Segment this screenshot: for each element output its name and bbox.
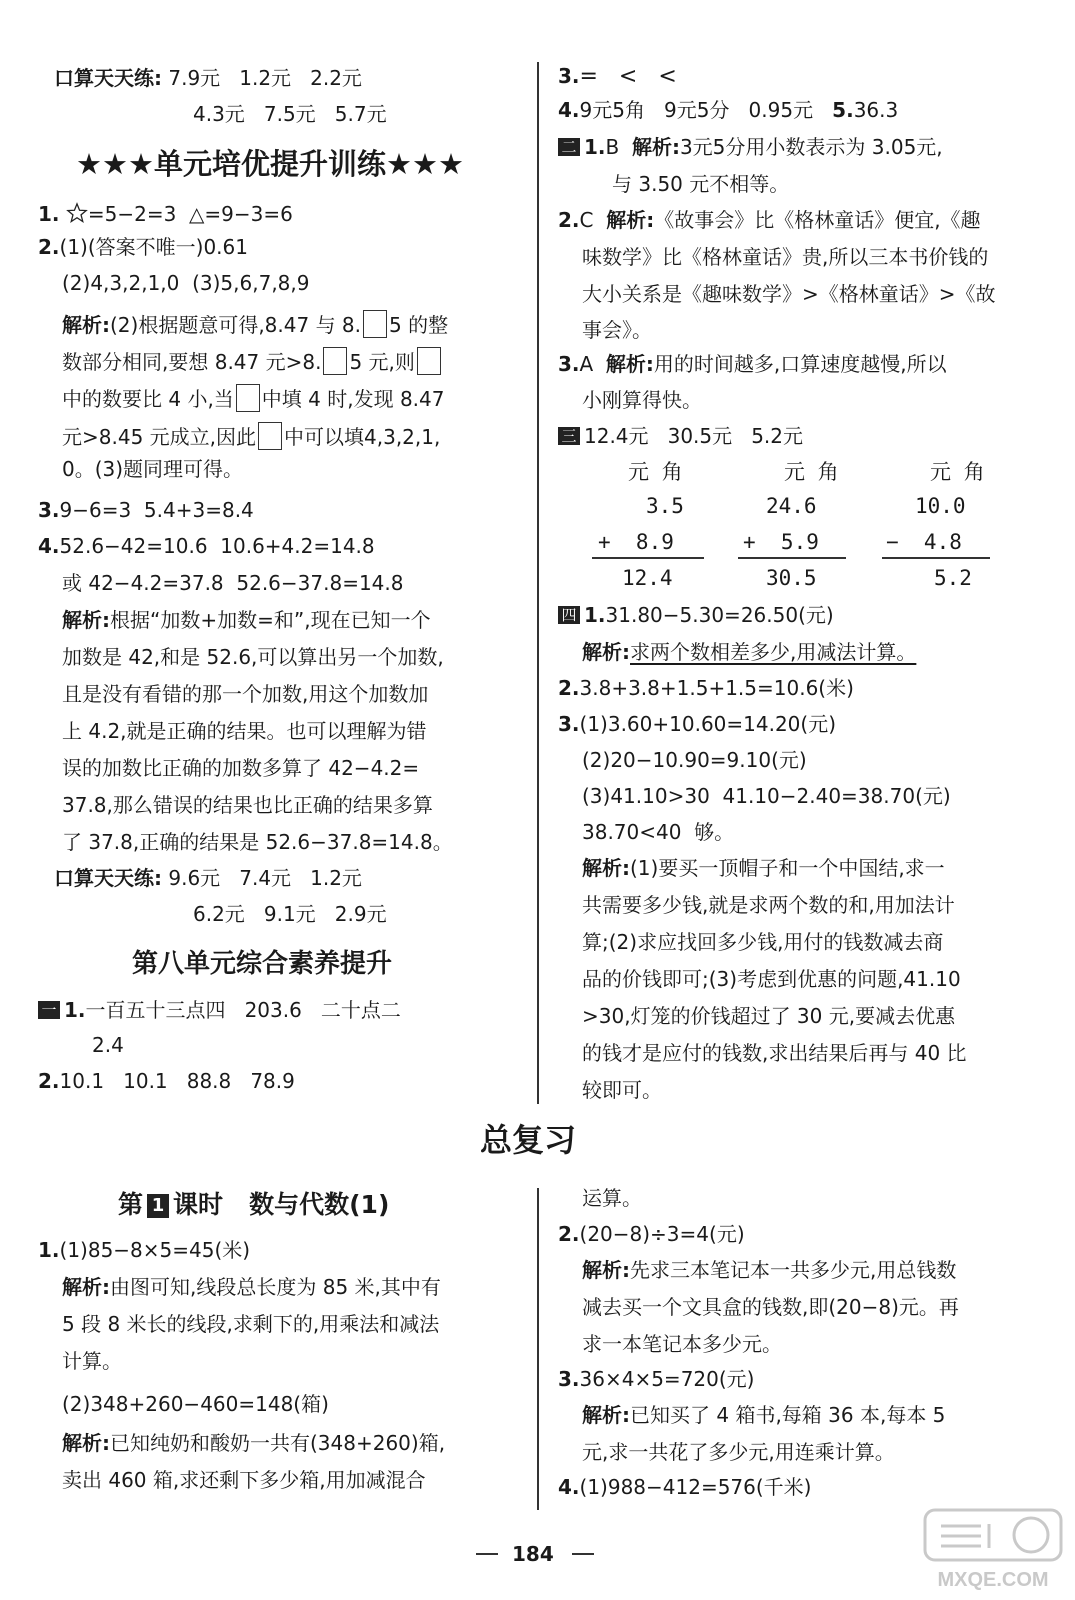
q2-explanation: 0。(3)题同理可得。: [62, 457, 244, 481]
question-number: 2.: [38, 1069, 60, 1093]
question-number: 3.: [558, 352, 580, 376]
question-number: 3.: [558, 712, 580, 736]
q4-line: 或 42−4.2=37.8 52.6−37.8=14.8: [62, 571, 404, 595]
q2-line: (2)4,3,2,1,0 (3)5,6,7,8,9: [62, 271, 310, 295]
page-number-dash: [572, 1553, 594, 1555]
rv-continuation: 运算。: [582, 1186, 642, 1210]
s4-q1-explanation: [582, 642, 916, 662]
expl-text: 数部分相同,要想 8.47 元>8.: [62, 350, 322, 374]
expl-text: 已知纯奶和酸奶一共有(348+260)箱,: [110, 1431, 446, 1455]
expl-text: 由图可知,线段总长度为 85 米,其中有: [110, 1275, 441, 1299]
page-number: 184: [512, 1542, 554, 1566]
expl-text: 中可以填4,3,2,1,: [284, 425, 441, 449]
column-divider-bottom: [537, 1188, 539, 1510]
lesson-title: 课时 数与代数(1): [173, 1190, 390, 1219]
s4-q3-explanation: 较即可。: [582, 1078, 662, 1102]
answer-choice: A: [579, 352, 606, 376]
lesson-heading: [118, 1192, 389, 1218]
q2-answer: [38, 237, 248, 257]
calc-header: 元 角: [628, 460, 683, 484]
q4-explanation: [62, 610, 431, 630]
s4-q3-answer: [558, 714, 836, 734]
s4-q1-text: 31.80−5.30=26.50(元): [605, 603, 834, 627]
s3-text: 12.4元 30.5元 5.2元: [584, 424, 804, 448]
r-q3-answer: [558, 66, 677, 88]
column-divider-top: [537, 62, 539, 1104]
q4-explanation: 且是没有看错的那一个加数,用这个加数加: [62, 682, 429, 706]
s2-q3-answer: [558, 354, 947, 374]
rv-q4-text: (1)988−412=576(千米): [579, 1475, 812, 1499]
q1-answer: [38, 202, 293, 227]
blank-box: [258, 422, 282, 450]
question-number: 5.: [832, 98, 854, 122]
explanation-label: 解析:: [62, 1275, 110, 1299]
blank-box: [363, 310, 387, 338]
s1-q1-text: 一百五十三点四 203.6 二十点二: [85, 998, 401, 1022]
expl-text: (2)根据题意可得,8.47 与 8.: [110, 313, 362, 337]
q4-answer: [38, 536, 375, 556]
calc-operand: + 8.9: [598, 530, 674, 554]
q1-text: =5−2=3 △=9−3=6: [87, 202, 293, 226]
question-number: 3.: [38, 498, 60, 522]
explanation-label: 解析:: [631, 135, 680, 159]
question-number: 1.: [38, 202, 60, 226]
rv-q2-explanation: [582, 1260, 956, 1280]
s2-q2-explanation: 事会》。: [582, 318, 652, 342]
r-q3-text: = < <: [579, 64, 677, 89]
calc-top: 10.0: [915, 494, 966, 518]
expl-text: 已知买了 4 箱书,每箱 36 本,每本 5: [630, 1403, 946, 1427]
expl-text: 根据“加数+加数=和”,现在已知一个: [110, 608, 431, 632]
s4-q3-explanation: 的钱才是应付的钱数,求出结果后再与 40 比: [582, 1041, 967, 1065]
rv-q1-explanation: 计算。: [62, 1349, 122, 1373]
q2-explanation: [62, 384, 444, 412]
explanation-label: 解析:: [62, 608, 110, 632]
section-tag: 二: [558, 138, 580, 156]
expl-text: 5 的整: [389, 313, 449, 337]
rv-q2-text: (20−8)÷3=4(元): [579, 1222, 745, 1246]
page-number-dash: [476, 1553, 498, 1555]
lesson-prefix: 第: [118, 1190, 144, 1219]
calc-top: 3.5: [646, 494, 684, 518]
q4-explanation: 37.8,那么错误的结果也比正确的结果多算: [62, 793, 433, 817]
s1-q1-cont: 2.4: [92, 1033, 124, 1057]
expl-text: 3元5分用小数表示为 3.05元,: [679, 135, 943, 159]
s3-answer: [558, 426, 803, 446]
watermark-logo: [919, 1506, 1067, 1594]
rv-q2-answer: [558, 1224, 745, 1244]
question-number: 3.: [558, 64, 580, 88]
r-q4-text: 9元5角 9元5分 0.95元: [579, 98, 833, 122]
s4-q2-answer: [558, 678, 854, 698]
expl-text: 《故事会》比《格林童话》便宜,《趣: [654, 208, 981, 232]
question-number: 1.: [64, 998, 86, 1022]
calc-result: 5.2: [934, 566, 972, 590]
expl-text: 中的数要比 4 小,当: [62, 387, 234, 411]
oral-practice-row: 7.9元 1.2元 2.2元: [168, 66, 362, 90]
s4-q2-text: 3.8+3.8+1.5+1.5=10.6(米): [579, 676, 854, 700]
expl-text: 中填 4 时,发现 8.47: [261, 387, 445, 411]
expl-text: 元>8.45 元成立,因此: [62, 425, 257, 449]
section-tag: 三: [558, 427, 580, 445]
calc-rule: [882, 557, 990, 559]
q4-explanation: 加数是 42,和是 52.6,可以算出另一个加数,: [62, 645, 444, 669]
star-outline-icon: [66, 202, 88, 227]
s2-q3-explanation: 小刚算得快。: [582, 388, 702, 412]
answer-choice: B: [605, 135, 632, 159]
s2-q1-explanation: 与 3.50 元不相等。: [612, 172, 790, 196]
calc-operand: − 4.8: [886, 530, 962, 554]
oral-practice-row: 6.2元 9.1元 2.9元: [193, 902, 387, 926]
oral-practice-1: [54, 68, 362, 88]
question-number: 1.: [584, 603, 606, 627]
calc-header: 元 角: [784, 460, 839, 484]
s4-q3-explanation: 算;(2)求应找回多少钱,用付的钱数减去商: [582, 930, 944, 954]
explanation-label: 解析:: [582, 1403, 630, 1427]
question-number: 1.: [38, 1238, 60, 1262]
watermark-text: MXQE.COM: [937, 1569, 1049, 1591]
question-number: 2.: [38, 235, 60, 259]
s2-q1-answer: [558, 137, 943, 157]
expl-text: 求两个数相差多少,用减法计算。: [630, 640, 917, 664]
rv-q3-answer: [558, 1369, 754, 1389]
calc-operand: + 5.9: [743, 530, 819, 554]
explanation-label: 解析:: [605, 352, 654, 376]
section-title-unit8: 第八单元综合素养提升: [132, 949, 393, 979]
q4-explanation: 误的加数比正确的加数多算了 42−4.2=: [62, 756, 420, 780]
calc-top: 24.6: [766, 494, 817, 518]
calc-header: 元 角: [930, 460, 985, 484]
q4-explanation: 上 4.2,就是正确的结果。也可以理解为错: [62, 719, 427, 743]
section-title-unit-training: ★★★单元培优提升训练★★★: [76, 147, 464, 181]
question-number: 2.: [558, 676, 580, 700]
explanation-label: 解析:: [582, 1258, 630, 1282]
s1-q1-answer: [38, 1000, 401, 1020]
blank-box: [236, 384, 260, 412]
r-q5-text: 36.3: [853, 98, 899, 122]
rv-q1-line: (2)348+260−460=148(箱): [62, 1392, 329, 1416]
rv-q2-explanation: 减去买一个文具盒的钱数,即(20−8)元。再: [582, 1295, 959, 1319]
calc-rule: [738, 557, 846, 559]
q3-answer: [38, 500, 254, 520]
rv-q1-explanation: [62, 1277, 441, 1297]
answer-choice: C: [579, 208, 607, 232]
rv-q3-text: 36×4×5=720(元): [579, 1367, 755, 1391]
explanation-label: 解析:: [62, 313, 110, 337]
s4-q3-line: (3)41.10>30 41.10−2.40=38.70(元): [582, 784, 951, 808]
review-title: 总复习: [480, 1121, 577, 1159]
rv-q1-explanation: 卖出 460 箱,求还剩下多少箱,用加减混合: [62, 1468, 426, 1492]
s1-q2-answer: [38, 1071, 295, 1091]
rv-q1-answer: [38, 1240, 250, 1260]
oral-practice-row: 4.3元 7.5元 5.7元: [193, 102, 387, 126]
s4-q3-explanation: 共需要多少钱,就是求两个数的和,用加法计: [582, 893, 955, 917]
section-tag: 四: [558, 606, 580, 624]
s4-q3-line: (1)3.60+10.60=14.20(元): [579, 712, 837, 736]
expl-text: (1)要买一顶帽子和一个中国结,求一: [630, 856, 945, 880]
s1-q2-text: 10.1 10.1 88.8 78.9: [59, 1069, 295, 1093]
question-number: 2.: [558, 208, 580, 232]
q4-line: 52.6−42=10.6 10.6+4.2=14.8: [59, 534, 375, 558]
question-number: 1.: [584, 135, 606, 159]
oral-practice-row: 9.6元 7.4元 1.2元: [168, 866, 362, 890]
s4-q3-explanation: >30,灯笼的价钱超过了 30 元,要减去优惠: [582, 1004, 956, 1028]
question-number: 4.: [38, 534, 60, 558]
rv-q1-line: (1)85−8×5=45(米): [59, 1238, 251, 1262]
calc-rule: [592, 557, 704, 559]
question-number: 4.: [558, 1475, 580, 1499]
s4-q3-explanation: 品的价钱即可;(3)考虑到优惠的问题,41.10: [582, 967, 961, 991]
s4-q1-answer: [558, 605, 834, 625]
explanation-label: 解析:: [582, 640, 630, 664]
explanation-label: 解析:: [606, 208, 655, 232]
question-number: 2.: [558, 1222, 580, 1246]
calc-result: 30.5: [766, 566, 817, 590]
rv-q1-explanation: [62, 1433, 445, 1453]
explanation-label: 解析:: [582, 856, 630, 880]
q4-explanation: 了 37.8,正确的结果是 52.6−37.8=14.8。: [62, 830, 453, 854]
blank-box: [323, 347, 347, 375]
q2-explanation: [62, 347, 443, 375]
question-number: 4.: [558, 98, 580, 122]
s4-q3-line: (2)20−10.90=9.10(元): [582, 748, 807, 772]
rv-q3-explanation: [582, 1405, 945, 1425]
s2-q2-explanation: 大小关系是《趣味数学》>《格林童话》>《故: [582, 282, 996, 306]
s2-q2-explanation: 味数学》比《格林童话》贵,所以三本书价钱的: [582, 245, 989, 269]
rv-q2-explanation: 求一本笔记本多少元。: [582, 1332, 782, 1356]
s2-q2-answer: [558, 210, 981, 230]
s4-q3-explanation: [582, 858, 945, 878]
rv-q1-explanation: 5 段 8 米长的线段,求剩下的,用乘法和减法: [62, 1312, 440, 1336]
q2-explanation: [62, 310, 448, 338]
explanation-label: 解析:: [62, 1431, 110, 1455]
expl-text: 先求三本笔记本一共多少元,用总钱数: [630, 1258, 957, 1282]
expl-text: 5 元,则: [349, 350, 415, 374]
r-q4-answer: [558, 100, 898, 120]
expl-text: 用的时间越多,口算速度越慢,所以: [653, 352, 947, 376]
s4-q3-line: 38.70<40 够。: [582, 820, 735, 844]
oral-practice-2: [54, 868, 362, 888]
q3-text: 9−6=3 5.4+3=8.4: [59, 498, 254, 522]
calc-result: 12.4: [622, 566, 673, 590]
section-tag: 一: [38, 1001, 60, 1019]
rv-q4-answer: [558, 1477, 812, 1497]
rv-q3-explanation: 元,求一共花了多少元,用连乘计算。: [582, 1440, 895, 1464]
oral-practice-label: 口算天天练:: [54, 866, 162, 890]
lesson-number-badge: 1: [147, 1194, 169, 1218]
oral-practice-label: 口算天天练:: [54, 66, 162, 90]
q2-explanation: [62, 422, 440, 450]
blank-box: [417, 347, 441, 375]
question-number: 3.: [558, 1367, 580, 1391]
q2-line: (1)(答案不唯一)0.61: [59, 235, 248, 259]
